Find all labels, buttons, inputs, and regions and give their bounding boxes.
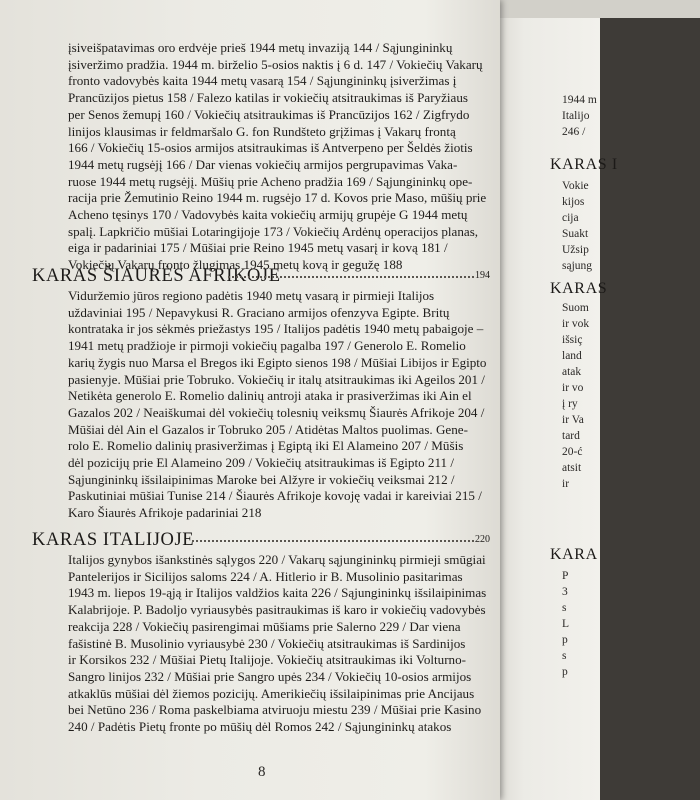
right-page-fragment: 20-ć bbox=[562, 446, 583, 458]
toc-line: rolo E. Romelio dalinių prasiveržimas į Egiptą iki El Alameino 207 / Mūšis bbox=[68, 438, 464, 454]
right-page-fragment: p bbox=[562, 666, 568, 678]
toc-line: ir Korsikos 232 / Mūšiai Pietų Italijoje. Vokiečių atsitraukimas iki Volturno- bbox=[68, 652, 467, 668]
toc-line: per Senos žemupį 160 / Vokiečių atsitraukimas iš Prancūzijos 162 / Zigfrydo bbox=[68, 106, 470, 122]
toc-line: Vokiečių Vakarų fronto žlugimas 1945 metų kovą ir gegužę 188 bbox=[68, 257, 403, 273]
toc-line: atkaklūs mūšiai dėl žiemos pozicijų. Amerikiečių išsilaipinimas prie Ancijaus bbox=[68, 685, 475, 701]
right-page-top-shadow bbox=[500, 0, 700, 18]
right-page-fragment: ir Va bbox=[562, 414, 584, 426]
toc-line: Sąjungininkų išsilaipinimas Maroke bei Alžyre ir vokiečių veiksmai 212 / bbox=[68, 471, 455, 487]
right-page-fragment: atak bbox=[562, 366, 582, 378]
right-page-fragment: 246 / bbox=[562, 126, 586, 138]
right-page-fragment: išsiç bbox=[562, 334, 583, 346]
section-heading: KARAS ŠIAURĖS AFRIKOJE bbox=[32, 266, 281, 286]
right-page-fragment: Italijo bbox=[562, 110, 590, 122]
right-page-fragment: į ry bbox=[562, 398, 578, 410]
right-page-fragment: tard bbox=[562, 430, 580, 442]
right-page bbox=[492, 0, 618, 800]
toc-line: reakcija 228 / Vokiečių pasirengimai mūšiams prie Salerno 229 / Dar viena bbox=[68, 618, 461, 634]
section-heading: KARAS ITALIJOJE bbox=[32, 530, 195, 550]
toc-line: karių žygis nuo Marsa el Bregos iki Egipto sienos 198 / Mūšiai Libijos ir Egipto bbox=[68, 354, 487, 370]
toc-line: Gazalos 202 / Neaiškumai dėl vokiečių tolesnių veiksmų Šiaurės Afrikoje 204 / bbox=[68, 404, 485, 420]
page-number: 8 bbox=[258, 764, 266, 780]
right-page-fragment: sąjung bbox=[562, 260, 593, 272]
section-page-number: 194 bbox=[475, 270, 490, 281]
toc-line: fronto vadovybės kaita 1944 metų vasarą 154 / Sąjungininkų įsiveržimas į bbox=[68, 73, 457, 89]
right-page-fragment: atsit bbox=[562, 462, 582, 474]
right-page-fragment: land bbox=[562, 350, 582, 362]
toc-line: įsiveržimo pradžia. 1944 m. birželio 5-osios naktis į 6 d. 147 / Vokiečių Vakarų bbox=[68, 56, 483, 72]
right-page-fragment: Užsip bbox=[562, 244, 589, 256]
toc-line: Kalabrijoje. P. Badoljo vyriausybės pasitraukimas iš karo ir vokiečių vadovybės bbox=[68, 602, 486, 618]
section-entries-italy bbox=[68, 552, 486, 736]
right-page-section-title: KARAS bbox=[550, 280, 608, 297]
toc-line: Viduržemio jūros regiono padėtis 1940 metų vasarą ir pirmieji Italijos bbox=[68, 288, 435, 303]
dot-leader bbox=[192, 540, 474, 542]
toc-line: 166 / Vokiečių 15-osios armijos atsitraukimas iš Antverpeno per Šeldės žiotis bbox=[68, 140, 473, 156]
toc-line: 1941 metų pradžioje ir pirmoji vokiečių pagalba 197 / Generolo E. Romelio bbox=[68, 338, 466, 354]
toc-line: Acheno tęsinys 170 / Vadovybės kaita vokiečių armijų grupėje G 1944 metų bbox=[68, 207, 468, 223]
toc-line: kontrataka ir jos sėkmės priežastys 195 / Italijos padėtis 1940 metų pabaigoje – bbox=[68, 321, 484, 337]
right-page-fragment: ir bbox=[562, 478, 570, 490]
toc-line: dėl pozicijų prie El Alameino 209 / Vokiečių atsitraukimas iš Egipto 211 / bbox=[68, 455, 454, 471]
toc-line: Italijos gynybos išankstinės sąlygos 220 / Vakarų sąjungininkų pirmieji smūgiai bbox=[68, 552, 486, 567]
right-page-fragment: 1944 m bbox=[562, 94, 597, 106]
section-title-italy bbox=[32, 530, 490, 550]
right-page-fragment: L bbox=[562, 618, 570, 630]
right-page-fragment: s bbox=[562, 650, 567, 662]
toc-line: pasienyje. Mūšiai prie Tobruko. Vokiečių ir italų atsitraukimas iki Ageilos 201 / bbox=[68, 371, 485, 387]
right-page-fragment: cija bbox=[562, 212, 579, 224]
toc-line: 1943 m. liepos 19-ąją ir Italijos valdžios kaita 226 / Sąjungininkų išsilaipinimas bbox=[68, 585, 487, 601]
toc-line: ruose 1944 metų rugsėjį. Mūšių prie Acheno pradžia 169 / Sąjungininkų ope- bbox=[68, 173, 473, 189]
right-page-fragment: p bbox=[562, 634, 568, 646]
right-page-fragment: ir vo bbox=[562, 382, 584, 394]
toc-line: įsiveišpatavimas oro erdvėje prieš 1944 metų invaziją 144 / Sąjungininkų bbox=[68, 40, 453, 55]
right-page-fragment: ir vok bbox=[562, 318, 590, 330]
toc-line: eiga ir padariniai 175 / Mūšiai prie Reino 1945 metų vasarį ir kovą 181 / bbox=[68, 240, 448, 256]
toc-line: Paskutiniai mūšiai Tunise 214 / Šiaurės Afrikoje kovoję vadai ir kareiviai 215 / bbox=[68, 488, 482, 504]
section-entries-north-africa bbox=[68, 288, 486, 522]
toc-line: Karo Šiaurės Afrikoje padariniai 218 bbox=[68, 505, 262, 521]
toc-line: Netikėta generolo E. Romelio dalinių antroji ataka ir prasiveržimas iki Ain el bbox=[68, 388, 472, 404]
right-page-section-title: KARAS I bbox=[550, 156, 618, 173]
toc-line: 1944 metų rugsėjį 166 / Dar vienas vokiečių armijos pergrupavimas Vaka- bbox=[68, 156, 458, 172]
right-page-fragment: Vokie bbox=[562, 180, 589, 192]
toc-line: 240 / Padėtis Pietų fronte po mūšių dėl Romos 242 / Sąjungininkų atakos bbox=[68, 719, 452, 735]
toc-line: uždaviniai 195 / Nepavykusi R. Graciano armijos ofenzyva Egipte. Britų bbox=[68, 304, 450, 320]
right-page-fragment: Suakt bbox=[562, 228, 589, 240]
right-page-fragment: Suom bbox=[562, 302, 589, 314]
toc-line: fašistinė B. Musolinio vyriausybė 230 / Vokiečių atsitraukimas iš Sardinijos bbox=[68, 635, 466, 651]
toc-line: racija prie Žemutinio Reino 1944 m. rugsėjo 17 d. Kovos prie Maso, mūšių prie bbox=[68, 190, 487, 206]
section-title-north-africa bbox=[32, 266, 490, 286]
right-page-fragment: kijos bbox=[562, 196, 585, 208]
toc-line: Mūšiai dėl Ain el Gazalos ir Tobruko 205 / Atidėtas Maltos puolimas. Gene- bbox=[68, 421, 468, 437]
continuation-entries bbox=[68, 40, 486, 274]
section-page-number: 220 bbox=[475, 534, 490, 545]
toc-line: linijos klausimas ir feldmaršalo G. fon Rundšteto grįžimas į Vakarų frontą bbox=[68, 123, 456, 139]
right-page-fragment: s bbox=[562, 602, 567, 614]
toc-line: bei Netūno 236 / Roma paskelbiama atviruoju miestu 239 / Mūšiai prie Kasino bbox=[68, 702, 482, 718]
toc-line: spalį. Lapkričio mūšiai Lotaringijoje 173 / Vokiečių Ardėnų operacijos planas, bbox=[68, 223, 479, 239]
right-page-fragment: P bbox=[562, 570, 569, 582]
toc-line: Sangro linijos 232 / Mūšiai prie Sangro upės 234 / Vokiečių 10-osios armijos bbox=[68, 668, 472, 684]
toc-line: Prancūzijos pietus 158 / Falezo katilas ir vokiečių atsitraukimas iš Paryžiaus bbox=[68, 90, 468, 106]
toc-line: Pantelerijos ir Sicilijos saloms 224 / A. Hitlerio ir B. Musolinio pasitarimas bbox=[68, 568, 463, 584]
right-page-section-title: KARA bbox=[550, 546, 598, 563]
dot-leader bbox=[228, 276, 474, 278]
right-page-fragment: 3 bbox=[562, 586, 568, 598]
